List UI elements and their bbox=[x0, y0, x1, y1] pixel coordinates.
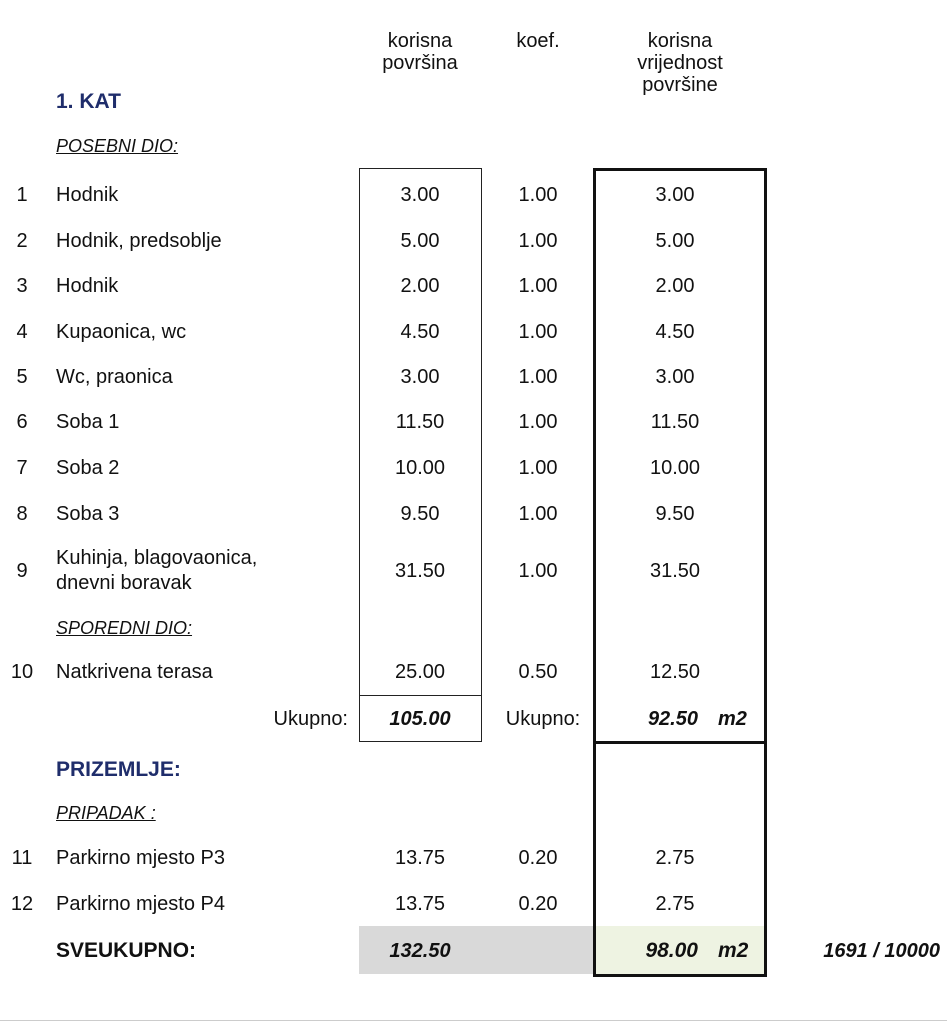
row-coef: 1.00 bbox=[518, 184, 558, 206]
header-value bbox=[600, 30, 760, 96]
row-value: 2.00 bbox=[655, 275, 695, 297]
row-number: 9 bbox=[16, 560, 28, 582]
section-prizemlje: PRIZEMLJE: bbox=[56, 758, 181, 781]
row-number: 1 bbox=[16, 184, 28, 206]
row-coef: 1.00 bbox=[518, 503, 558, 525]
section-pripadak: PRIPADAK : bbox=[56, 803, 156, 823]
row-area: 5.00 bbox=[400, 230, 440, 252]
row-name-line2: dnevni boravak bbox=[56, 572, 192, 594]
row-number: 11 bbox=[11, 847, 33, 869]
row-area: 13.75 bbox=[394, 893, 446, 915]
row-value: 5.00 bbox=[655, 230, 695, 252]
area-column-box bbox=[359, 168, 482, 742]
header-coef: koef. bbox=[516, 30, 560, 52]
row-value: 3.00 bbox=[655, 366, 695, 388]
row-coef: 0.50 bbox=[518, 661, 558, 683]
row-number: 8 bbox=[16, 503, 28, 525]
row-value: 9.50 bbox=[655, 503, 695, 525]
area-subtotal-divider bbox=[359, 695, 482, 696]
row-name: Natkrivena terasa bbox=[56, 661, 213, 683]
header-value-line2: vrijednost bbox=[637, 52, 723, 74]
row-value: 4.50 bbox=[655, 321, 695, 343]
row-area: 31.50 bbox=[394, 560, 446, 582]
row-name: Parkirno mjesto P4 bbox=[56, 893, 225, 915]
total-share: 1691 / 10000 bbox=[823, 940, 940, 962]
row-name: Hodnik, predsoblje bbox=[56, 230, 222, 252]
row-number: 12 bbox=[10, 893, 34, 915]
row-coef: 1.00 bbox=[518, 457, 558, 479]
row-value: 3.00 bbox=[655, 184, 695, 206]
row-value: 2.75 bbox=[655, 893, 695, 915]
header-value-line3: površine bbox=[642, 74, 718, 96]
header-area-line1: korisna bbox=[387, 30, 453, 52]
row-value: 31.50 bbox=[649, 560, 701, 582]
row-area: 9.50 bbox=[400, 503, 440, 525]
subtotal-unit: m2 bbox=[718, 708, 747, 730]
row-area: 3.00 bbox=[400, 366, 440, 388]
row-coef: 1.00 bbox=[518, 275, 558, 297]
total-unit: m2 bbox=[718, 939, 749, 962]
section-sporedni: SPOREDNI DIO: bbox=[56, 618, 193, 638]
row-area: 11.50 bbox=[395, 411, 445, 433]
total-area: 132.50 bbox=[389, 940, 451, 962]
section-floor1: 1. KAT bbox=[56, 90, 121, 113]
row-value: 10.00 bbox=[649, 457, 701, 479]
header-value-line1: korisna bbox=[647, 30, 713, 52]
header-area bbox=[360, 30, 480, 74]
subtotal-value: 92.50 bbox=[647, 708, 698, 730]
row-area: 25.00 bbox=[394, 661, 446, 683]
row-name: Kupaonica, wc bbox=[56, 321, 187, 343]
subtotal-area-label: Ukupno: bbox=[273, 708, 348, 730]
row-area: 2.00 bbox=[400, 275, 440, 297]
header-area-line2: površina bbox=[382, 52, 458, 74]
row-name: Hodnik bbox=[56, 275, 119, 297]
row-number: 6 bbox=[16, 411, 28, 433]
row-number: 5 bbox=[16, 366, 28, 388]
row-number: 10 bbox=[10, 661, 34, 683]
subtotal-value-label: Ukupno: bbox=[505, 708, 581, 730]
row-value: 12.50 bbox=[649, 661, 701, 683]
row-area: 4.50 bbox=[400, 321, 440, 343]
row-coef: 0.20 bbox=[518, 847, 558, 869]
total-label: SVEUKUPNO: bbox=[56, 939, 197, 962]
row-name: Parkirno mjesto P3 bbox=[56, 847, 225, 869]
row-number: 7 bbox=[16, 457, 28, 479]
row-number: 4 bbox=[16, 321, 28, 343]
row-coef: 0.20 bbox=[518, 893, 558, 915]
row-name: Soba 2 bbox=[56, 457, 120, 479]
value-column-box bbox=[593, 168, 767, 744]
total-value: 98.00 bbox=[645, 939, 698, 962]
row-coef: 1.00 bbox=[518, 560, 558, 582]
row-value: 2.75 bbox=[655, 847, 695, 869]
row-area: 3.00 bbox=[400, 184, 440, 206]
row-name: Soba 3 bbox=[56, 503, 120, 525]
row-number: 2 bbox=[16, 230, 28, 252]
section-posebni: POSEBNI DIO: bbox=[56, 136, 179, 156]
subtotal-area: 105.00 bbox=[389, 708, 451, 730]
row-name: Wc, praonica bbox=[56, 366, 173, 388]
row-area: 13.75 bbox=[394, 847, 446, 869]
row-name: Hodnik bbox=[56, 184, 119, 206]
row-number: 3 bbox=[16, 275, 28, 297]
row-name-line1: Kuhinja, blagovaonica, bbox=[56, 547, 258, 569]
row-coef: 1.00 bbox=[518, 411, 558, 433]
row-coef: 1.00 bbox=[518, 366, 558, 388]
row-name: Soba 1 bbox=[56, 411, 120, 433]
row-area: 10.00 bbox=[394, 457, 446, 479]
row-value: 11.50 bbox=[650, 411, 700, 433]
page-bottom-divider bbox=[0, 1020, 947, 1021]
row-coef: 1.00 bbox=[518, 230, 558, 252]
row-coef: 1.00 bbox=[518, 321, 558, 343]
